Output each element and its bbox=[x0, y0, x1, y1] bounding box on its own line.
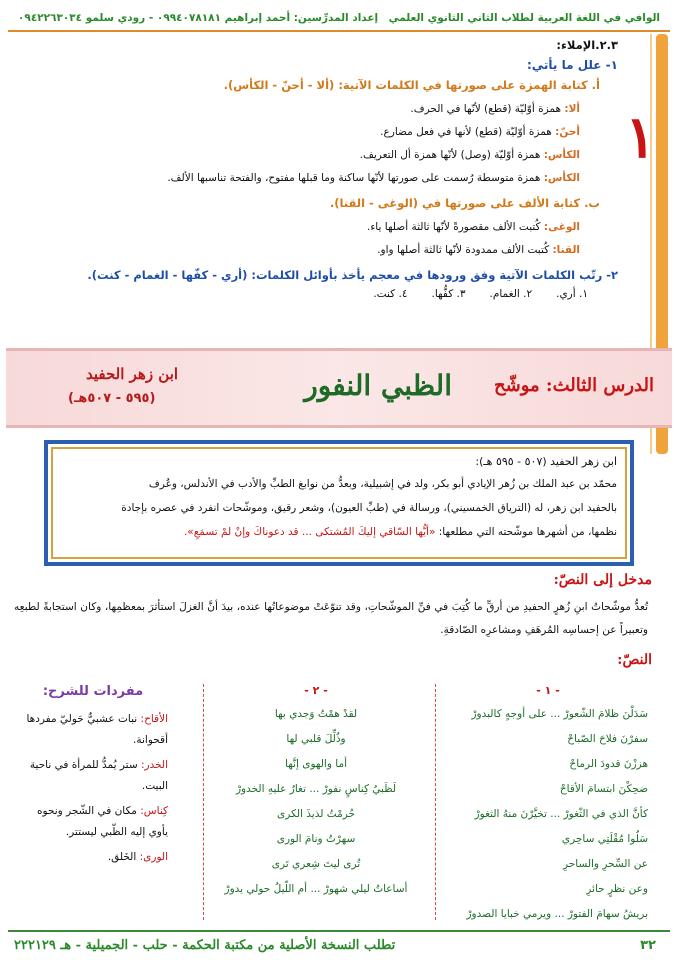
verse-line: أما والهوى إنَّها bbox=[285, 758, 347, 770]
poet-bio-box bbox=[44, 440, 634, 566]
question-1: ١- علل ما يأتي: bbox=[526, 58, 618, 72]
verse-line: لَظَبيُ كِناسٍ نفورْ ... تغارُ عليهِ الخدورْ bbox=[235, 783, 397, 795]
verse-line: سَدَلْنَ ظلامَ الشّعورْ ... على أوجهٍ كالبدورْ bbox=[471, 708, 648, 720]
vocab-item: الأقاح: نبات عشبيٌّ حَوليّ مفردها أقحوانة. bbox=[26, 713, 168, 746]
footer-divider bbox=[8, 930, 670, 932]
verse-line: سفرْنَ فلاحَ الصّباحْ bbox=[567, 733, 648, 745]
bio-title: ابن زهر الحفيد (٥٠٧ - ٥٩٥ هـ): bbox=[475, 455, 617, 468]
verse-line: تُرى ليتَ شِعري تَرى bbox=[271, 858, 361, 870]
verse-line: لقدْ همْتُ وَجدي بها bbox=[274, 708, 358, 720]
vocab-item: كِناس: مكان في الشّجر ونحوه يأوي إليه الظّبي ليستتر. bbox=[37, 805, 168, 838]
intro-text: تُعدُّ موشّحاتُ ابنِ زُهرٍ الحفيدِ من أرقِّ ما كُتِبَ في فنِّ الموشّحاتِ، وقد تنوّعَتْ موضوعاتُها عنده، بيدَ أنَّ الغزلَ استأثرَ بمعظمِها، وكان استجابةً لطبعِه وتعبيراً عن إحساسِه المُرهَفِ ومشاعرِه الصّادقةِ. bbox=[14, 601, 648, 636]
vocab-item: الخدر: ستر يُمدُّ للمرأة في ناحية البيت. bbox=[29, 759, 168, 792]
volume-number: ١ bbox=[624, 103, 656, 171]
vocab-item: الورى: الخَلق. bbox=[107, 851, 168, 863]
poet-name: ابن زهر الحفيد bbox=[86, 365, 179, 383]
question-1b: ب. كتابة الألف على صورتها في (الوغى - القنا). bbox=[329, 196, 600, 210]
header-divider bbox=[8, 30, 670, 32]
imlaa-section bbox=[18, 38, 618, 300]
question-1a: أ. كتابة الهمزة على صورتها في الكلمات الآتية: (ألا - أحنّ - الكأس). bbox=[223, 78, 600, 92]
page-number: ٣٢ bbox=[640, 937, 656, 953]
lesson-title: الظبي النفور bbox=[304, 369, 452, 402]
stanza-number: - ١ - bbox=[536, 684, 560, 697]
answer-line: الكأس: همزة متوسطة رُسمت على صورتها لأنّها ساكنة وما قبلها مفتوح، والفتحة تناسبها الألف. bbox=[167, 172, 580, 184]
bio-line: محمّد بن عبد الملك بن زُهر الإيادي أبو بكر، ولد في إشبيلية، وبعدُّ من نوابغ الطبِّ والأدب في الأندلس، وعُرف bbox=[148, 478, 617, 490]
verse-line: حُرمْتُ لذيذَ الكرى bbox=[277, 808, 355, 820]
poet-dates: (٥٩٥ - ٥٠٧هـ) bbox=[68, 391, 156, 406]
verse-line: كأنَّ الذي في الثّغورْ ... تخيَّرْنَ منهُ الثغورْ bbox=[474, 808, 648, 820]
vocab-panel bbox=[18, 684, 168, 920]
answer-line: ألا: همزة أوّليّة (قطع) لأنّها في الحرف. bbox=[410, 103, 580, 115]
footer-message: تطلب النسخة الأصلية من مكتبة الحكمة - حلب - الجميلية - هـ ٢٢٢١٢٩ bbox=[14, 937, 396, 953]
verse-line: عن السِّحرِ والساحرِ bbox=[562, 858, 648, 870]
header-book-title: الوافي في اللغة العربية لطلاب الثاني الثانوي العلمي bbox=[388, 12, 660, 24]
bio-text bbox=[61, 472, 617, 544]
answer-line: الكأس: همزة أوّليّة (وصل) لأنّها همزة أل التعريف. bbox=[359, 149, 580, 161]
imlaa-title: ٢.٣.الإملاء: bbox=[556, 38, 618, 52]
order-item: ١. أري. bbox=[556, 288, 588, 300]
verse-line: هززْنَ قدودَ الرماحْ bbox=[569, 758, 648, 770]
poem-column-2 bbox=[216, 684, 416, 920]
verse-line: ضحِكْنَ ابتسامَ الأقاحْ bbox=[559, 783, 648, 795]
poem-column-1 bbox=[448, 684, 648, 920]
verse-line: بريشُ سهامَ الفتورْ ... ويرمي خبايا الصدورْ bbox=[466, 908, 648, 920]
answer-line: القنا: كُتبت الألف ممدودة لأنّها ثالثة أصلها واو. bbox=[377, 244, 580, 256]
verse-line: أساعاتُ ليلي شهورْ ... أم اللّيلُ حولي يدورْ bbox=[224, 883, 408, 895]
vocab-heading: مفردات للشرح: bbox=[42, 684, 144, 699]
order-item: ٢. الغمام. bbox=[489, 288, 533, 300]
page-footer bbox=[14, 936, 656, 954]
answer-line: الوغى: كُتبت الألف مقصورةً لأنّها ثالثة أصلها ياء. bbox=[367, 221, 580, 233]
header-authors: إعداد المدرِّسين: أحمد إبراهيم ٠٩٩٤٠٧٨١٨١ - رودي سلمو ٠٩٤٢٢٦٣٠٣٤ bbox=[18, 12, 379, 24]
page-header bbox=[8, 8, 670, 28]
answer-line: أحنّ: همزة أوّليّة (قطع) لأنها في فعل مضارع. bbox=[380, 126, 580, 138]
poet-bio-inner bbox=[51, 447, 627, 559]
order-item: ٤. كنت. bbox=[373, 288, 408, 300]
verse-line: وعن نظرٍ حائرِ bbox=[586, 883, 648, 895]
verse-line: سَلُوا مُقْلَتِي ساحِري bbox=[561, 833, 648, 845]
verse-line: وذُلِّلَ قلبي لها bbox=[286, 733, 346, 745]
bio-line: بالحفيد ابن زهر، له (الترياق الخمسيني)، ورسالة في (طبِّ العيون)، وشعر رقيق، وموشّحات انفرد في عصره بإجادة bbox=[121, 502, 617, 514]
order-item: ٣. كفُّها. bbox=[431, 288, 466, 300]
order-answer bbox=[18, 288, 588, 300]
intro-heading: مدخل إلى النصّ: bbox=[553, 572, 652, 588]
stanza-number: - ٢ - bbox=[304, 684, 328, 697]
question-2: ٢- رتّب الكلمات الآتية وفق ورودها في معجم يأخذ بأوائل الكلمات: (أري - كفّها - الغمام - كنت). bbox=[87, 268, 618, 282]
bio-line: نظمها، من أشهرها موشّحته التي مطلعها: «أيُّها السّاقي إليكَ المُشتكى ... قد دعوناكَ وإنْ لمْ تسمَعِ». bbox=[183, 526, 617, 538]
lesson-banner bbox=[6, 348, 672, 428]
poem-heading: النصّ: bbox=[617, 652, 652, 668]
lesson-label: الدرس الثالث: موشّح bbox=[494, 375, 654, 396]
bio-quote: «أيُّها السّاقي إليكَ المُشتكى ... قد دعوناكَ وإنْ لمْ تسمَعِ». bbox=[183, 526, 436, 538]
column-divider bbox=[435, 684, 436, 920]
verse-line: سهرْتُ ونامَ الورى bbox=[276, 833, 356, 845]
column-divider bbox=[203, 684, 204, 920]
